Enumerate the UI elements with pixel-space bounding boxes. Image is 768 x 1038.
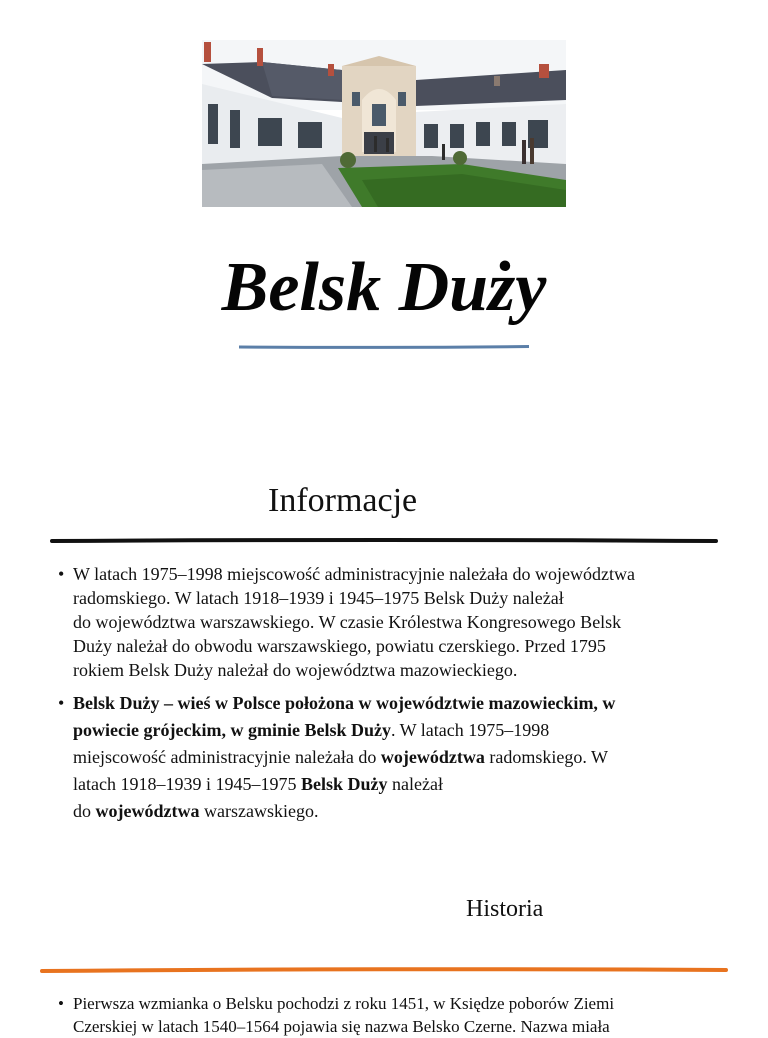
- history-list: [58, 992, 728, 1038]
- info-list-1: [58, 562, 728, 682]
- list-item: • Belsk Duży – wieś w Polsce położona w województwie mazowieckim, w powiecie grójeckim, w gminie Belsk Duży. W latach 1975–1998 miejscowość administracyjnie należała do województwa radomskiego. W latach 1918–1939 i 1945–1975 Belsk Duży należał do województwa warszawskiego.: [58, 690, 728, 825]
- section-divider-historia: [40, 966, 728, 974]
- bullet-icon: •: [58, 564, 65, 584]
- bullet-icon: •: [58, 693, 65, 713]
- list-item: • W latach 1975–1998 miejscowość administracyjnie należała do województwa radomskiego. W latach 1918–1939 i 1945–1975 Belsk Duży należał do województwa warszawskiego. W czasie Królestwa Kongresowego Belsk Duży należał do obwodu warszawskiego, powiatu czerskiego. Przed 1795 rokiem Belsk Duży należał do województwa mazowieckiego.: [58, 564, 635, 680]
- list-item: • Pierwsza wzmianka o Belsku pochodzi z roku 1451, w Księdze poborów Ziemi Czerskiej w latach 1540–1564 pojawia się nazwa Belsko Czerne. Nazwa miała: [58, 994, 615, 1036]
- section-heading-informacje: Informacje: [268, 482, 418, 519]
- info-list-2: [58, 690, 728, 825]
- building-photo: [202, 40, 566, 207]
- title-underline: [239, 345, 529, 349]
- section-heading-historia: Historia: [466, 896, 544, 922]
- section-divider-informacje: [50, 537, 718, 545]
- page-title: Belsk Duży: [221, 249, 547, 326]
- bullet-icon: •: [58, 994, 64, 1013]
